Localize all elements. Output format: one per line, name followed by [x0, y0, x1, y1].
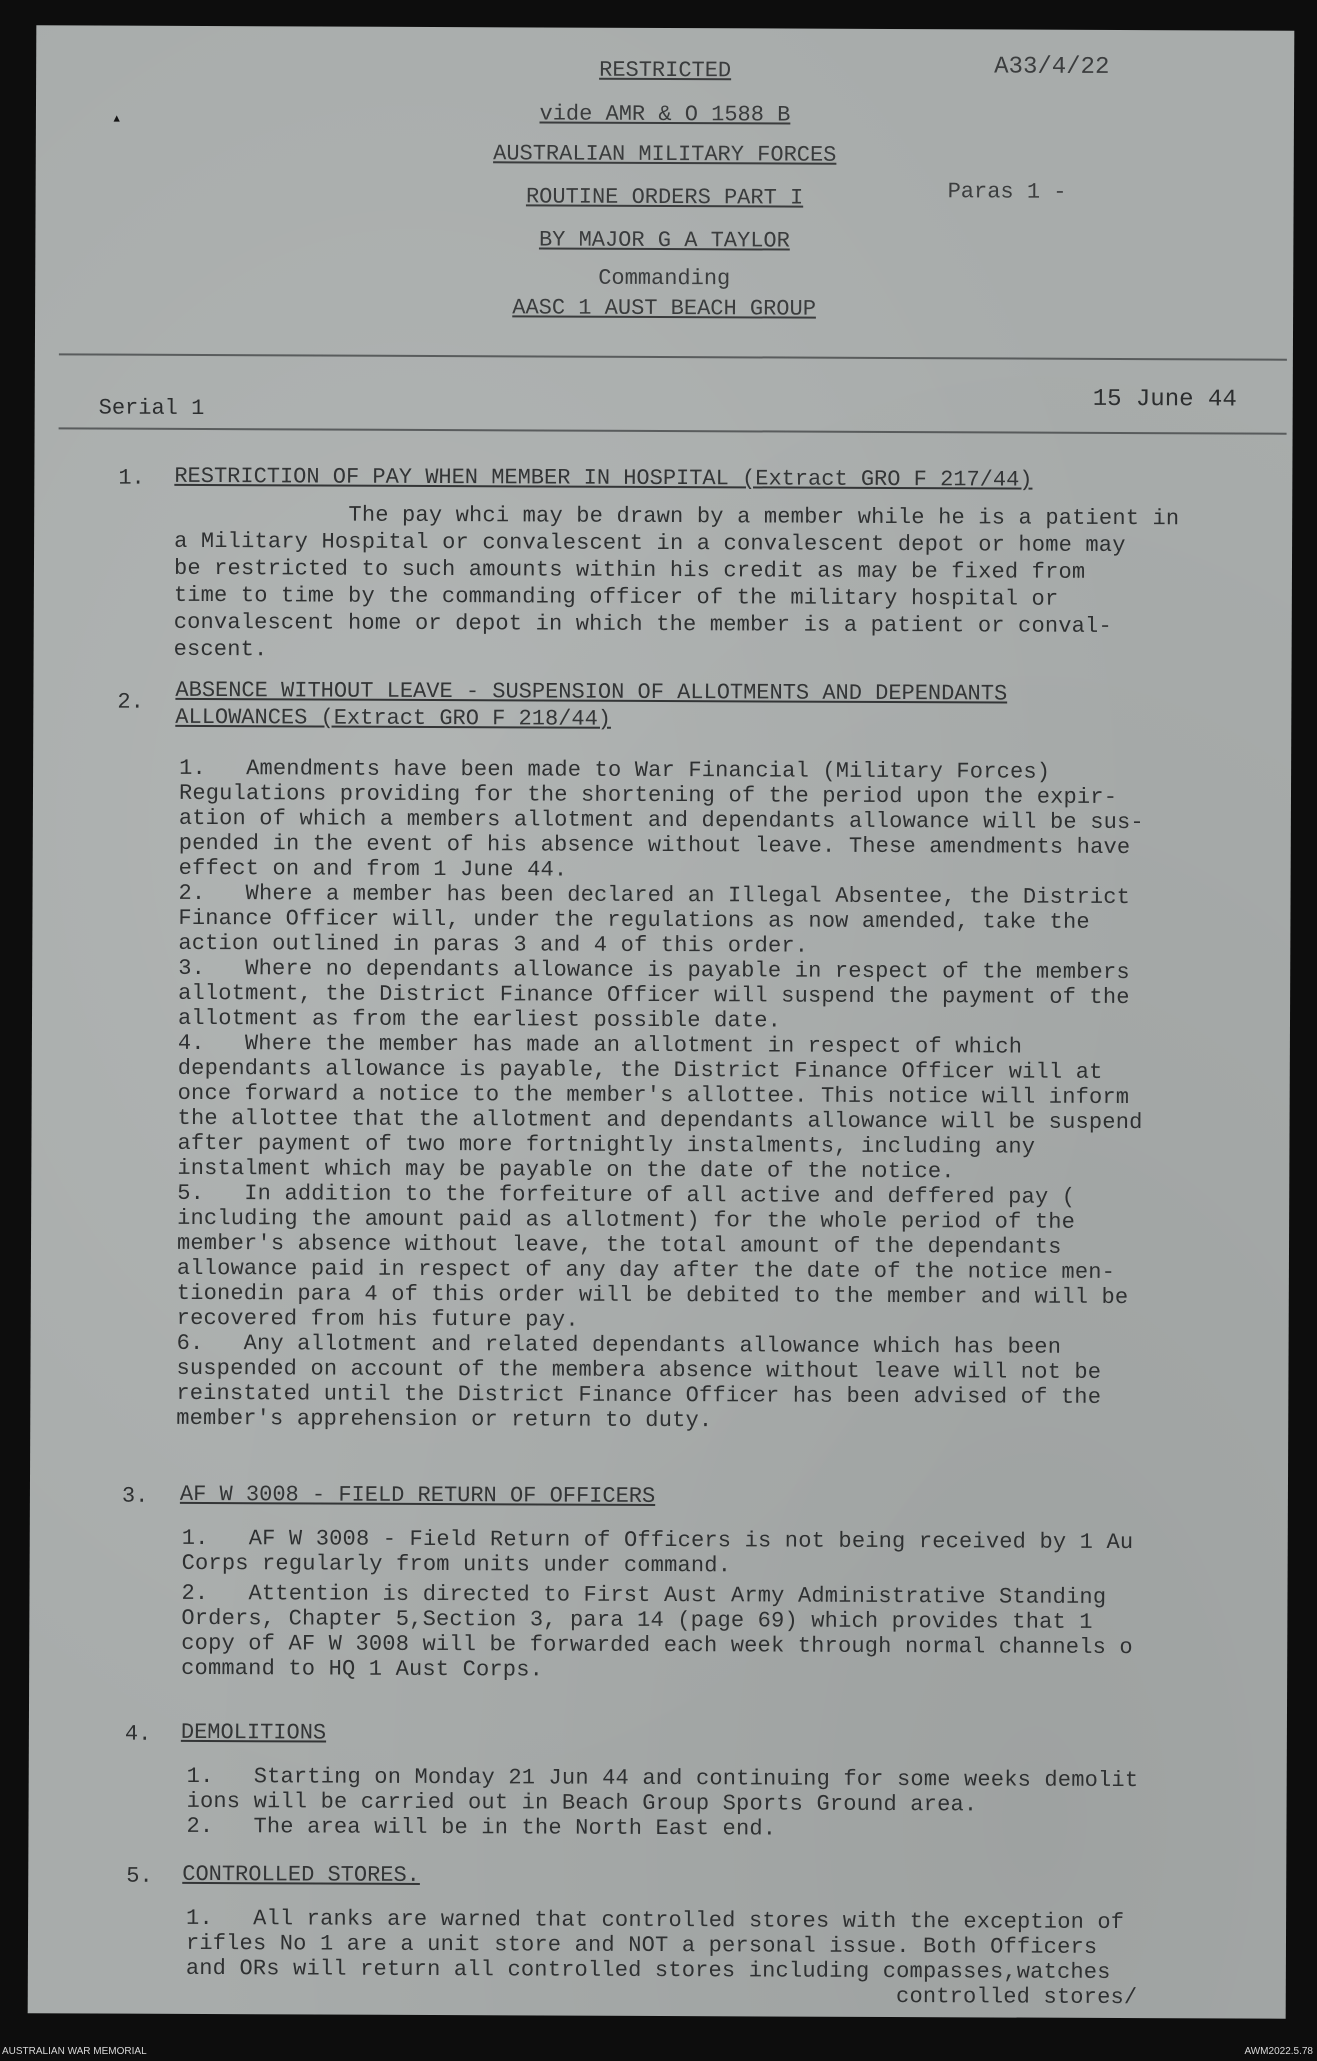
body-line: suspended on account of the membera absence without leave will not be — [176, 1355, 1102, 1385]
body-line: allotment as from the earliest possible date. — [177, 1005, 782, 1034]
body-line: allotment, the District Finance Officer will suspend the payment of the — [178, 980, 1130, 1011]
paper-tear-mark: ▴ — [111, 109, 122, 128]
section-heading-text: AF W 3008 - FIELD RETURN OF OFFICERS — [179, 1481, 656, 1509]
section-heading-text: DEMOLITIONS — [180, 1719, 327, 1746]
body-line: allowance paid in respect of any day after the date of the notice men- — [176, 1255, 1116, 1285]
section-heading — [180, 1482, 655, 1509]
body-line: recovered from his future pay. — [176, 1305, 579, 1333]
body-line: time to time by the commanding officer of the military hospital or — [173, 582, 1059, 612]
body-line: be restricted to such amounts within his credit as may be fixed from — [173, 555, 1086, 585]
orders-title — [36, 182, 1294, 212]
section-heading-text: ALLOWANCES (Extract GRO F 218/44) — [175, 704, 612, 732]
body-line: rifles No 1 are a unit store and NOT a personal issue. Both Officers — [185, 1930, 1098, 1960]
header-rule-top — [59, 353, 1287, 360]
section-heading — [175, 678, 1007, 707]
body-line: and ORs will return all controlled stores including compasses,watches — [185, 1955, 1111, 1985]
section-heading — [174, 464, 1032, 493]
body-line: command to HQ 1 Aust Corps. — [181, 1655, 544, 1683]
body-line: The pay whci may be drawn by a member while he is a patient in — [174, 501, 1180, 532]
by-line — [35, 225, 1293, 255]
section-heading-text: RESTRICTION OF PAY WHEN MEMBER IN HOSPITAL (Extract GRO F 217/44) — [174, 463, 1033, 493]
vide-text: vide AMR & O 1588 B — [539, 101, 791, 128]
body-line: escent. — [173, 636, 268, 663]
body-line: copy of AF W 3008 will be forwarded each week through normal channels o — [181, 1630, 1133, 1661]
force-title — [36, 139, 1294, 169]
body-line: once forward a notice to the member's allottee. This notice will inform — [177, 1080, 1130, 1111]
body-line: effect on and from 1 June 44. — [178, 855, 568, 883]
footer-left-caption: AUSTRALIAN WAR MEMORIAL — [2, 2046, 147, 2057]
body-line: member's apprehension or return to duty. — [176, 1405, 713, 1434]
body-line: Finance Officer will, under the regulations as now amended, take the — [178, 905, 1090, 935]
body-line: 4. Where the member has made an allotment in respect of which — [177, 1030, 1023, 1060]
body-line: after payment of two more fortnightly instalments, including any — [177, 1130, 1036, 1160]
section-number: 3. — [121, 1483, 149, 1509]
reference-code: A33/4/22 — [994, 53, 1110, 81]
body-line: convalescent home or depot in which the member is a patient or conval- — [173, 609, 1112, 639]
body-line: tionedin para 4 of this order will be debited to the member and will be — [176, 1280, 1129, 1311]
body-line: including the amount paid as allotment) for the whole period of the — [177, 1205, 1076, 1235]
body-line: 2. The area will be in the North East end. — [186, 1813, 777, 1842]
section-number: 2. — [117, 689, 144, 715]
section-heading-text: CONTROLLED STORES. — [182, 1861, 420, 1888]
body-line: 3. Where no dependants allowance is payable in respect of the members — [178, 955, 1130, 986]
force-text: AUSTRALIAN MILITARY FORCES — [493, 141, 837, 168]
body-line: ions will be carried out in Beach Group Sports Ground area. — [186, 1788, 978, 1818]
section-number: 1. — [118, 465, 145, 491]
body-line: 5. In addition to the forfeiture of all active and deffered pay ( — [177, 1180, 1076, 1210]
commanding-label: Commanding — [598, 265, 731, 292]
header-rule-bottom — [59, 427, 1287, 434]
section-heading — [182, 1862, 420, 1888]
serial-label: Serial 1 — [98, 395, 205, 422]
body-line: Corps regularly from units under command. — [181, 1550, 732, 1579]
body-line: 1. AF W 3008 - Field Return of Officers is not being received by 1 Au — [181, 1525, 1134, 1556]
document-page — [28, 25, 1295, 2018]
body-line: 1. Amendments have been made to War Financial (Military Forces) — [179, 755, 1051, 785]
paras-label: Paras 1 - — [947, 179, 1067, 205]
body-line: instalment which may be payable on the date of the notice. — [177, 1155, 955, 1185]
body-line: 1. Starting on Monday 21 Jun 44 and continuing for some weeks demolit — [186, 1763, 1139, 1794]
section-number: 4. — [124, 1721, 152, 1747]
body-line: action outlined in paras 3 and 4 of this order. — [178, 930, 809, 959]
body-line: reinstated until the District Finance Officer has been advised of the — [176, 1380, 1102, 1410]
vide-reference — [36, 99, 1294, 129]
section-heading — [175, 705, 611, 732]
unit-text: AASC 1 AUST BEACH GROUP — [512, 295, 816, 322]
body-line: pended in the event of his absence without leave. These amendments have — [178, 830, 1131, 861]
footer-right-caption: AWM2022.5.78 — [1244, 2046, 1313, 2057]
body-line: the allottee that the allotment and dependants allowance will be suspend — [177, 1105, 1143, 1136]
body-line: 1. All ranks are warned that controlled stores with the exception of — [186, 1905, 1125, 1936]
body-line: a Military Hospital or convalescent in a convalescent depot or home may — [174, 528, 1126, 559]
orders-title-text: ROUTINE ORDERS PART I — [525, 184, 804, 211]
body-line: member's absence without leave, the total amount of the dependants — [176, 1230, 1062, 1260]
body-line: 6. Any allotment and related dependants allowance which has been — [176, 1330, 1062, 1360]
body-line: Regulations providing for the shortening of the period upon the expir- — [178, 780, 1118, 810]
body-line: Orders, Chapter 5,Section 3, para 14 (page 69) which provides that 1 — [181, 1605, 1093, 1635]
section-number: 5. — [126, 1863, 153, 1889]
classification-text: RESTRICTED — [599, 57, 732, 84]
section-heading-text: ABSENCE WITHOUT LEAVE - SUSPENSION OF ALLOTMENTS AND DEPENDANTS — [175, 677, 1008, 707]
body-line: 2. Where a member has been declared an Illegal Absentee, the District — [178, 880, 1131, 911]
body-line: controlled stores/ — [185, 1980, 1138, 2011]
body-line: dependants allowance is payable, the District Finance Officer will at — [177, 1055, 1103, 1085]
order-date: 15 June 44 — [1092, 385, 1237, 414]
by-line-text: BY MAJOR G A TAYLOR — [538, 227, 790, 254]
unit-name — [35, 293, 1293, 323]
body-line: ation of which a members allotment and dependants allowance will be sus- — [178, 805, 1144, 836]
section-heading — [181, 1720, 326, 1746]
body-line: 2. Attention is directed to First Aust Army Administrative Standing — [181, 1580, 1107, 1610]
